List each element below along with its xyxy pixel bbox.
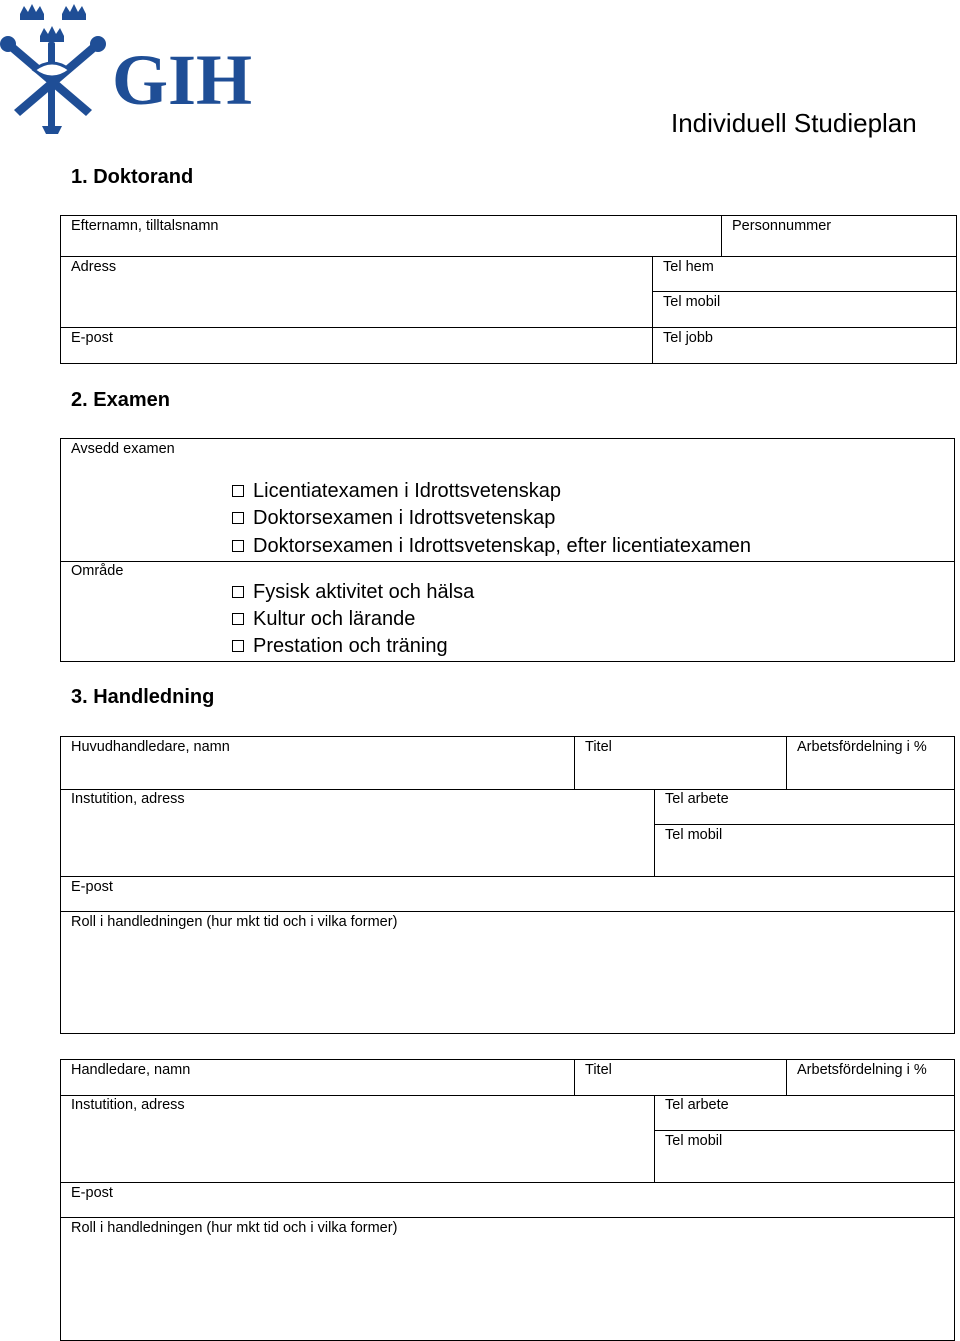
exam-option-doktor-efter-lic[interactable] (232, 534, 751, 558)
section-title-doktorand: 1. Doktorand (71, 166, 194, 188)
exam-option-doktor[interactable] (232, 506, 555, 530)
huvudhandledare-epost-label[interactable]: E-post (71, 879, 113, 895)
divider (654, 1130, 955, 1131)
divider (654, 789, 655, 876)
exam-option-label: Doktorsexamen i Idrottsvetenskap, efter licentiatexamen (253, 535, 752, 557)
handledare-name-label[interactable]: Handledare, namn (71, 1062, 191, 1078)
gih-logo (0, 0, 260, 140)
logo-text: GIH (112, 40, 253, 120)
name-field-label[interactable]: Efternamn, tilltalsnamn (71, 218, 219, 234)
huvudhandledare-arbetsfordelning-label[interactable]: Arbetsfördelning i % (797, 739, 927, 755)
huvudhandledare-name-label[interactable]: Huvudhandledare, namn (71, 739, 230, 755)
huvudhandledare-institution-label[interactable]: Instutition, adress (71, 791, 185, 807)
section-title-examen: 2. Examen (71, 389, 170, 411)
divider (721, 215, 722, 256)
tel-jobb-field-label[interactable]: Tel jobb (663, 330, 713, 346)
huvudhandledare-tel-mobil-label[interactable]: Tel mobil (665, 827, 723, 843)
divider (654, 824, 955, 825)
handledare-form (60, 1059, 955, 1341)
handledare-arbetsfordelning-label[interactable]: Arbetsfördelning i % (797, 1062, 927, 1078)
area-option-kultur[interactable] (232, 607, 415, 631)
area-option-fysisk[interactable] (232, 580, 474, 604)
area-option-label: Fysisk aktivitet och hälsa (253, 581, 475, 603)
area-option-label: Prestation och träning (253, 635, 448, 657)
divider (652, 256, 653, 364)
epost-field-label[interactable]: E-post (71, 330, 113, 346)
checkbox-icon[interactable] (232, 640, 244, 652)
checkbox-icon[interactable] (232, 586, 244, 598)
divider (786, 736, 787, 789)
tel-hem-field-label[interactable]: Tel hem (663, 259, 714, 275)
divider (60, 911, 955, 912)
document-title: Individuell Studieplan (671, 108, 917, 138)
checkbox-icon[interactable] (232, 613, 244, 625)
tel-mobil-field-label[interactable]: Tel mobil (663, 294, 721, 310)
crown-icon (40, 26, 64, 42)
divider (60, 1095, 955, 1096)
divider (60, 561, 955, 562)
personnummer-field-label[interactable]: Personnummer (732, 218, 832, 234)
section-title-handledning: 3. Handledning (71, 686, 215, 708)
divider (60, 789, 955, 790)
avsedd-examen-label: Avsedd examen (71, 441, 175, 457)
checkbox-icon[interactable] (232, 540, 244, 552)
crown-icon (62, 4, 86, 20)
divider (60, 327, 957, 328)
handledare-institution-label[interactable]: Instutition, adress (71, 1097, 185, 1113)
handledare-titel-label[interactable]: Titel (585, 1062, 612, 1078)
omrade-label: Område (71, 563, 124, 579)
handledare-roll-label[interactable]: Roll i handledningen (hur mkt tid och i vilka former) (71, 1220, 398, 1236)
huvudhandledare-titel-label[interactable]: Titel (585, 739, 612, 755)
checkbox-icon[interactable] (232, 485, 244, 497)
divider (786, 1059, 787, 1095)
area-option-label: Kultur och lärande (253, 608, 416, 630)
exam-option-label: Licentiatexamen i Idrottsvetenskap (253, 480, 561, 502)
adress-field-label[interactable]: Adress (71, 259, 117, 275)
exam-option-label: Doktorsexamen i Idrottsvetenskap (253, 507, 556, 529)
checkbox-icon[interactable] (232, 512, 244, 524)
divider (574, 1059, 575, 1095)
huvudhandledare-tel-arbete-label[interactable]: Tel arbete (665, 791, 729, 807)
divider (60, 256, 957, 257)
handledare-epost-label[interactable]: E-post (71, 1185, 113, 1201)
divider (60, 876, 955, 877)
huvudhandledare-roll-label[interactable]: Roll i handledningen (hur mkt tid och i vilka former) (71, 914, 398, 930)
handledare-tel-mobil-label[interactable]: Tel mobil (665, 1133, 723, 1149)
exam-option-licentiat[interactable] (232, 479, 561, 503)
area-option-prestation[interactable] (232, 634, 448, 658)
handledare-tel-arbete-label[interactable]: Tel arbete (665, 1097, 729, 1113)
crown-icon (20, 4, 44, 20)
divider (60, 1217, 955, 1218)
divider (60, 1182, 955, 1183)
divider (574, 736, 575, 789)
doktorand-form (60, 215, 957, 364)
divider (652, 291, 957, 292)
divider (654, 1095, 655, 1182)
huvudhandledare-form (60, 736, 955, 1034)
